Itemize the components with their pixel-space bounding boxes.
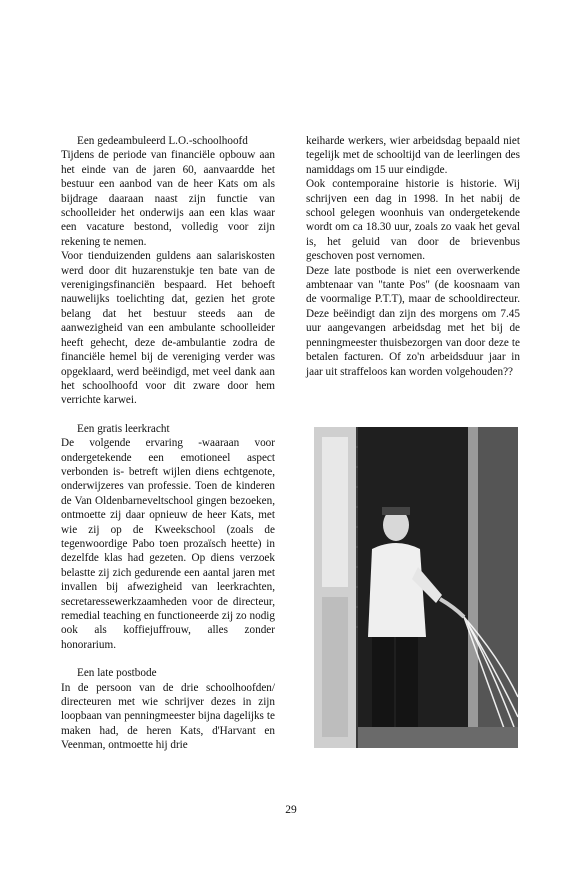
paragraph: keiharde werkers, wier arbeidsdag bepaald niet tegelijk met de schooltijd van de leerlingen des namiddags om 15 uur eindigde. [306,135,520,176]
photo-man-with-hose [314,427,518,748]
paragraph: Deze late postbode is niet een overwerkende ambtenaar van "tante Pos" (de koosnaam van de voormalige P.T.T), maar de schooldirecteur. Deze beëindigt dan zijn des morgens om 7.45 uur aangevangen arbeidsdag met het bij de penningmeester thuisbezorgen van door deze te betalen facturen. Of zo'n arbeidsduur jaar in jaar uit straffeloos kan worden volgehouden?? [306,264,520,378]
paragraph: In de persoon van de drie schoolhoofden/ directeuren met wie schrijver dezes in zijn loopbaan van penningmeester bijna dagelijks te maken had, de heren Kats, d'Harvant en Veenman, ontmoette hij drie [61,681,275,752]
section-heading-late-postbode: Een late postbode [77,667,157,680]
right-column [306,134,520,379]
paragraph: De volgende ervaring -waaraan voor ondergetekende een emotioneel aspect verbonden is- betreft wijlen diens echtgenote, onderwijzeres van professie. Toen de kinderen de Van Oldenbarneveltschool gingen bezoeken, ontmoette zij daar opnieuw de heer Kats, met wie zij op de Kweekschool (zoals de tegenwoordige Pabo toen prozaïsch heette) in dezelfde klas had gezeten. Op diens verzoek belastte zij zich gedurende een aantal jaren met invallen bij afwezigheid van leerkrachten, secretaressewerkzaamheden voor de directeur, remedial teaching en functioneerde zij zo nodig ook als koffiejuffrouw, alles zonder honorarium. [61,437,275,651]
left-column [61,134,275,753]
paragraph: Tijdens de periode van financiële opbouw aan het einde van de jaren 60, aanvaardde het bestuur een aanbod van de heer Kats om als bijdrage daaraan naast zijn functie van schoolleider het onderwijs aan een klas waar een vacature bestond, volledig voor zijn rekening te nemen. [61,149,275,248]
page-number: 29 [285,804,297,816]
paragraph: Voor tienduizenden guldens aan salariskosten werd door dit huzarenstukje ten bate van de verenigingsfinanciën bespaard. Het behoeft nauwelijks toelichting dat, gezien het grote belang dat het bestuur steeds aan de aanwezigheid van een ambulante schoolleider heeft gehecht, deze de-ambulantie zodra de financiële hemel bij de vereniging verder was opgeklaard, werd beëindigd, met veel dank aan het schoolhoofd voor dit zware door hem verrichte karwei. [61,250,275,407]
section-heading-gedeambuleerd: Een gedeambuleerd L.O.-schoolhoofd [77,135,248,147]
section-heading-gratis-leerkracht: Een gratis leerkracht [77,422,170,435]
paragraph: Ook contemporaine historie is historie. Wij schrijven een dag in 1998. In het nabij de school gelegen woonhuis van ondergetekende wordt om ca 18.30 uur, zoals zo vaak het geval is, het geluid van door de brievenbus geschoven post vernomen. [306,178,520,263]
